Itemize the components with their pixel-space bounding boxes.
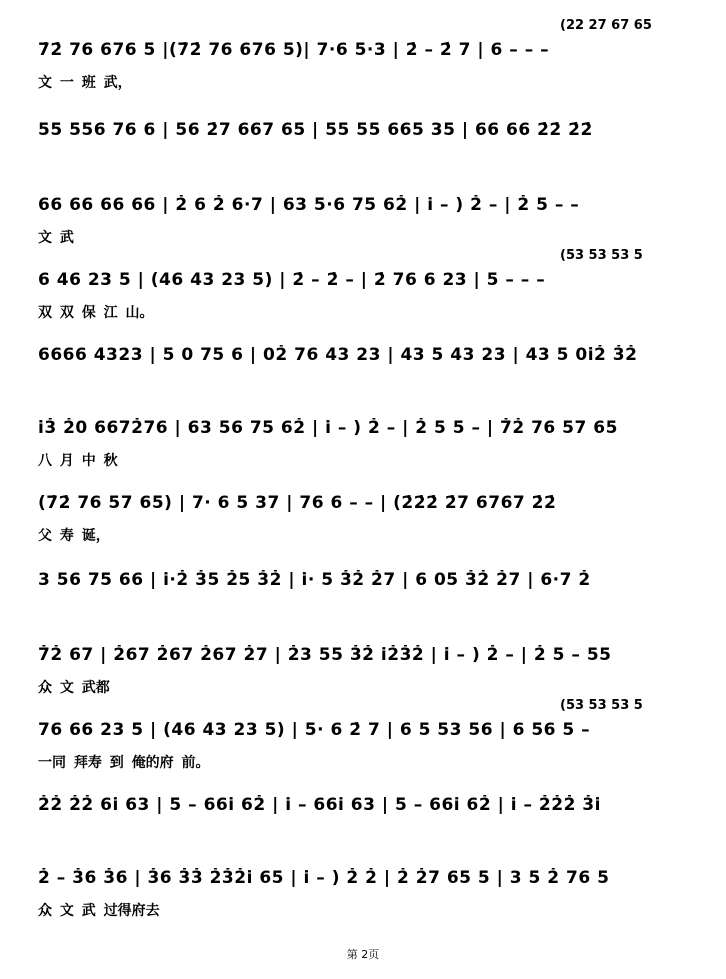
- annotation-text: (53 53 53 5: [560, 698, 643, 713]
- lyrics-line: 父 寿 诞，: [38, 528, 110, 544]
- jianpu-notes: 2̇ – 3̇6 3̇6 | 3̇6 3̇3̇ 2̇3̇2̇i̇ 65 | i̇ – ) 2̇ 2̇ | 2̇ 2̇7 65 5 | 3 5 2̇ 76 5: [38, 868, 610, 888]
- jianpu-notes: 6666 4323 | 5 0 75 6 | 02̇ 76 43 23 | 43 5 43 23 | 43 5 0i̇2̇ 3̇2̇: [38, 345, 638, 365]
- lyrics-line: 一同 拜寿 到 俺的府 前。: [38, 755, 210, 771]
- page-number: 第 2页: [346, 948, 380, 961]
- jianpu-notes: 7̇2̇ 76 676 5 |(7̇2̇ 76 676 5)| 7·6 5·3 | 2̇ – 2̇ 7 | 6 – – –: [38, 40, 550, 60]
- lyrics-line: 八 月 中 秋: [38, 453, 118, 469]
- jianpu-notes: 7̇2̇ 67 | 2̇67 2̇67 2̇67 2̇7 | 2̇3 55 3̇2̇ i̇2̇3̇2̇ | i̇ – ) 2̇ – | 2̇ 5 – 55: [38, 645, 612, 665]
- jianpu-notes: i̇3̇ 2̇0 6672̇76 | 63 56 75 62̇ | i̇ – ) 2̇ – | 2̇ 5 5 – | 7̇2̇ 76 57 65: [38, 418, 618, 438]
- jianpu-notes: (7̇2̇ 76 57 65) | 7· 6 5 37 | 76 6 – – | (2̇2̇2̇ 2̇7 6767 2̇2̇: [38, 493, 557, 513]
- annotation-text: (53 53 53 5: [560, 248, 643, 263]
- annotation-text: (22 27 67 65: [560, 18, 652, 33]
- jianpu-notes: 3 56 75 66 | i̇·2̇ 3̇5 2̇5 3̇2̇ | i̇· 5 3̇2̇ 2̇7 | 6 05 3̇2̇ 2̇7 | 6·7 2̇: [38, 570, 591, 590]
- lyrics-line: 文 武: [38, 230, 74, 246]
- jianpu-notes: 55 556 76 6 | 56 2̇7 667 65 | 55 55 665 35 | 66 66 2̇2̇ 2̇2̇: [38, 120, 593, 140]
- jianpu-notes: 6 46 23 5 | (46 43 23 5) | 2̇ – 2̇ – | 2̇ 76 6 23 | 5 – – –: [38, 270, 546, 290]
- jianpu-notes: 2̇2̇ 2̇2̇ 6i̇ 63 | 5 – 66i̇ 62̇ | i̇ – 66i̇ 63 | 5 – 66i̇ 62̇ | i̇ – 2̇2̇2̇ 3̇i̇: [38, 795, 601, 815]
- lyrics-line: 众 文 武都: [38, 680, 110, 696]
- jianpu-notes: 66 66 66 66 | 2̇ 6 2̇ 6·7 | 63 5·6 75 62̇ | i̇ – ) 2̇ – | 2̇ 5 – –: [38, 195, 580, 215]
- lyrics-line: [38, 377, 702, 397]
- lyrics-line: 双 双 保 江 山。: [38, 305, 154, 321]
- lyrics-line: 文 一 班 武，: [38, 75, 132, 91]
- lyrics-line: [38, 602, 702, 622]
- lyrics-line: 众 文 武 过得府去: [38, 903, 160, 919]
- lyrics-line: [38, 152, 702, 172]
- jianpu-notes: 76 66 23 5 | (46 43 23 5) | 5· 6 2̇ 7 | 6 5 53 56 | 6 56 5 –: [38, 720, 591, 740]
- lyrics-line: [38, 827, 702, 847]
